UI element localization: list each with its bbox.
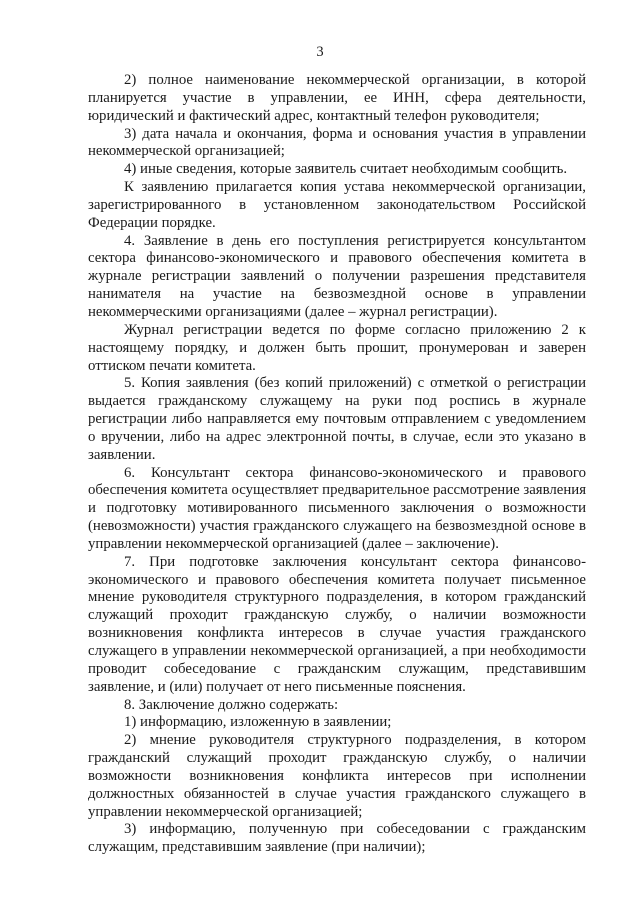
paragraph-item-2: 2) полное наименование некоммерческой организации, в которой планируется участие в управлении, ее ИНН, сфера деятельности, юридический и фактический адрес, контактный телефон руководителя; [88, 72, 586, 124]
document-body [88, 72, 586, 857]
paragraph-section-6: 6. Консультант сектора финансово-экономического и правового обеспечения комитета осуществляет предварительное рассмотрение заявления и подготовку мотивированного письменного заключения о возможности (невозможности) участия гражданского служащего на безвозмездной основе в управлении некоммерческой организацией (далее – заключение). [88, 464, 586, 552]
paragraph-section-8: 8. Заключение должно содержать: [124, 696, 339, 713]
paragraph-section-5: 5. Копия заявления (без копий приложений) с отметкой о регистрации выдается гражданскому служащему на руки под роспись в журнале регистрации либо направляется ему почтовым отправлением с уведомлением о вручении, либо на адрес электронной почты, в случае, если это указано в заявлении. [88, 375, 586, 463]
paragraph-item-4: 4) иные сведения, которые заявитель считает необходимым сообщить. [124, 161, 568, 178]
paragraph-section-7: 7. При подготовке заключения консультант сектора финансово-экономического и правового обеспечения комитета получает письменное мнение руководителя структурного подразделения, в котором гражданский служащий проходит гражданскую службу, о наличии возможности возникновения конфликта интересов в случае участия гражданского служащего в управлении некоммерческой организацией, а при необходимости проводит собеседование с гражданским служащим, представившим заявление, и (или) получает от него письменные пояснения. [88, 553, 586, 695]
paragraph-journal: Журнал регистрации ведется по форме согласно приложению 2 к настоящему порядку, и должен быть прошит, пронумерован и заверен оттиском печати комитета. [88, 321, 586, 374]
page-number: 3 [316, 44, 324, 60]
paragraph-item-3: 3) дата начала и окончания, форма и основания участия в управлении некоммерческой организацией; [88, 125, 586, 160]
paragraph-conclusion-item-1: 1) информацию, изложенную в заявлении; [124, 714, 392, 731]
paragraph-attachment: К заявлению прилагается копия устава некоммерческой организации, зарегистрированного в установленном законодательством Российской Федерации порядке. [88, 179, 586, 231]
paragraph-conclusion-item-3: 3) информацию, полученную при собеседовании с гражданским служащим, представившим заявление (при наличии); [88, 821, 586, 856]
paragraph-conclusion-item-2: 2) мнение руководителя структурного подразделения, в котором гражданский служащий проходит гражданскую службу, о наличии возможности возникновения конфликта интересов при исполнении должностных обязанностей в случае участия гражданского служащего в управлении некоммерческой организацией; [88, 732, 586, 820]
paragraph-section-4: 4. Заявление в день его поступления регистрируется консультантом сектора финансово-экономического и правового обеспечения комитета в журнале регистрации заявлений о получении разрешения представителя нанимателя на участие на безвозмездной основе в управлении некоммерческими организациями (далее – журнал регистрации). [88, 232, 586, 320]
